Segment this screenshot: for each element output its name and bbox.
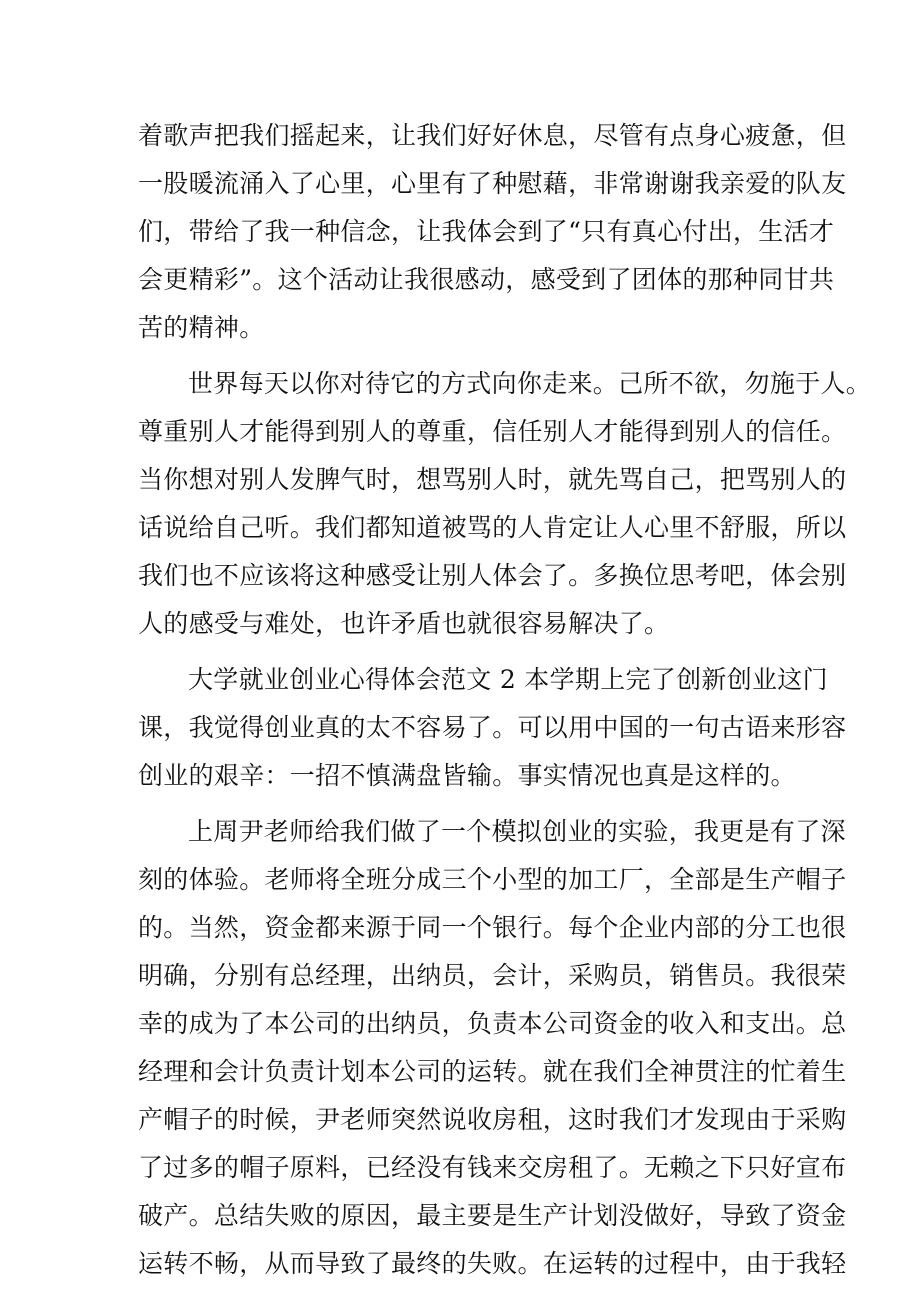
text-line: 当你想对别人发脾气时，想骂别人时，就先骂自己，把骂别人的 <box>138 465 847 494</box>
text-line: 世界每天以你对待它的方式向你走来。己所不欲，勿施于人。 <box>188 369 872 398</box>
text-line: 大学就业创业心得体会范文 2 本学期上完了创新创业这门 <box>188 665 828 694</box>
text-line: 我们也不应该将这种感受让别人体会了。多换位思考吧，体会别 <box>138 561 847 590</box>
text-line: 经理和会计负责计划本公司的运转。就在我们全神贯注的忙着生 <box>138 1057 847 1086</box>
paragraph <box>138 656 847 800</box>
text-line: 会更精彩”。这个活动让我很感动，感受到了团体的那种同甘共 <box>138 265 835 294</box>
text-line: 了过多的帽子原料，已经没有钱来交房租了。无赖之下只好宣布 <box>138 1153 847 1182</box>
document-body <box>138 112 872 1288</box>
text-line: 苦的精神。 <box>138 313 265 342</box>
text-line: 产帽子的时候，尹老师突然说收房租，这时我们才发现由于采购 <box>138 1105 847 1134</box>
text-line: 上周尹老师给我们做了一个模拟创业的实验，我更是有了深 <box>188 817 846 846</box>
paragraph <box>138 360 872 648</box>
paragraph <box>138 112 847 352</box>
text-line: 的。当然，资金都来源于同一个银行。每个企业内部的分工也很 <box>138 913 847 942</box>
text-line: 创业的艰辛：一招不慎满盘皆输。事实情况也真是这样的。 <box>138 761 796 790</box>
text-line: 运转不畅，从而导致了最终的失败。在运转的过程中，由于我轻 <box>138 1249 847 1278</box>
text-line: 课，我觉得创业真的太不容易了。可以用中国的一句古语来形容 <box>138 713 847 742</box>
paragraph <box>138 808 847 1288</box>
text-line: 着歌声把我们摇起来，让我们好好休息，尽管有点身心疲惫，但 <box>138 121 847 150</box>
text-line: 刻的体验。老师将全班分成三个小型的加工厂，全部是生产帽子 <box>138 865 847 894</box>
text-line: 们，带给了我一种信念，让我体会到了“只有真心付出，生活才 <box>138 217 835 246</box>
text-line: 幸的成为了本公司的出纳员，负责本公司资金的收入和支出。总 <box>138 1009 847 1038</box>
text-line: 尊重别人才能得到别人的尊重，信任别人才能得到别人的信任。 <box>138 417 847 446</box>
text-line: 一股暖流涌入了心里，心里有了种慰藉，非常谢谢我亲爱的队友 <box>138 169 847 198</box>
text-line: 人的感受与难处，也许矛盾也就很容易解决了。 <box>138 609 670 638</box>
text-line: 明确，分别有总经理，出纳员，会计，采购员，销售员。我很荣 <box>138 961 847 990</box>
text-line: 话说给自己听。我们都知道被骂的人肯定让人心里不舒服，所以 <box>138 513 847 542</box>
text-line: 破产。总结失败的原因，最主要是生产计划没做好，导致了资金 <box>138 1201 847 1230</box>
